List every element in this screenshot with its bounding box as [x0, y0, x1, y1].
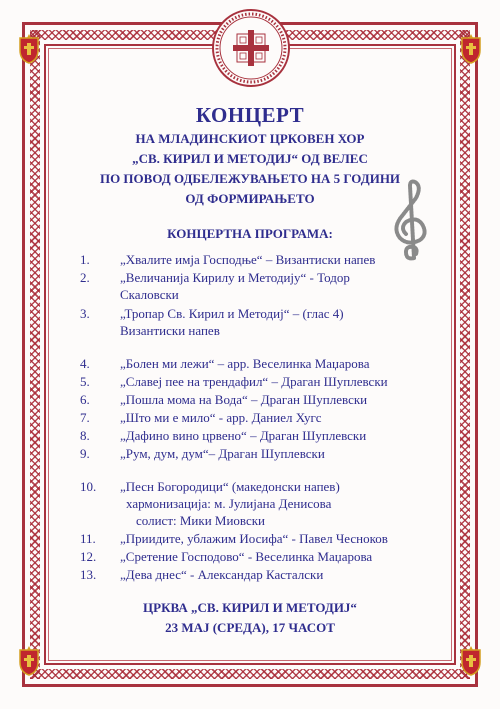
item-number: 2.: [80, 270, 90, 285]
item-number: 10.: [80, 479, 97, 494]
item-number: 6.: [80, 392, 90, 407]
program-item: „Хвалите имја Господње“ – Византиски напев: [120, 252, 376, 267]
program-item: „Величанија Кирилу и Методију“ - Тодор: [120, 270, 350, 285]
subtitle-line-3: ПО ПОВОД ОДБЕЛЕЖУВАЊЕТО НА 5 ГОДИНИ: [99, 171, 401, 186]
program-item-arranger: хармонизација: м. Јулијана Денисова: [126, 496, 332, 511]
program-item-continued: Скаловски: [120, 287, 179, 302]
program-item: „Песн Богородици“ (македонски напев): [120, 479, 340, 494]
program-item: „Сретение Господово“ - Веселинка Маџарова: [120, 549, 373, 564]
venue-line: ЦРКВА „СВ. КИРИЛ И МЕТОДИЈ“: [143, 600, 357, 615]
subtitle-line-1: НА МЛАДИНСКИОТ ЦРКОВЕН ХОР: [135, 131, 365, 146]
item-number: 7.: [80, 410, 90, 425]
program-item: „Рум, дум, дум“– Драган Шуплевски: [120, 446, 325, 461]
item-number: 9.: [80, 446, 90, 461]
program-item: „Тропар Св. Кирил и Методиј“ – (глас 4): [120, 306, 344, 321]
item-number: 5.: [80, 374, 90, 389]
program-item-soloist: солист: Мики Миовски: [136, 513, 266, 528]
program-item: „Дафино вино црвено“ – Драган Шуплевски: [120, 428, 367, 443]
program-item: „Што ми е мило“ - арр. Даниел Хугс: [120, 410, 322, 425]
item-number: 3.: [80, 306, 90, 321]
item-number: 8.: [80, 428, 90, 443]
program-item-continued: Византиски напев: [120, 323, 220, 338]
program-title: КОНЦЕРТНА ПРОГРАМА:: [167, 226, 333, 241]
program-item: „Болен ми лежи“ – арр. Веселинка Маџарова: [120, 356, 370, 371]
program-item: „Дева днес“ - Александар Касталски: [120, 567, 324, 582]
program-item: „Приидите, ублажим Иосифа“ - Павел Чесноков: [120, 531, 388, 546]
item-number: 11.: [80, 531, 96, 546]
item-number: 1.: [80, 252, 90, 267]
item-number: 13.: [80, 567, 97, 582]
program-item: „Пошла мома на Вода“ – Драган Шуплевски: [120, 392, 368, 407]
page-title: КОНЦЕРТ: [195, 103, 305, 127]
item-number: 12.: [80, 549, 97, 564]
subtitle-line-2: „СВ. КИРИЛ И МЕТОДИЈ“ ОД ВЕЛЕС: [132, 151, 368, 166]
subtitle-line-4: ОД ФОРМИРАЊЕТО: [185, 191, 315, 206]
date-line: 23 МАЈ (СРЕДА), 17 ЧАСОТ: [165, 620, 335, 635]
item-number: 4.: [80, 356, 90, 371]
program-item: „Славеј пее на трендафил“ – Драган Шуплевски: [120, 374, 388, 389]
